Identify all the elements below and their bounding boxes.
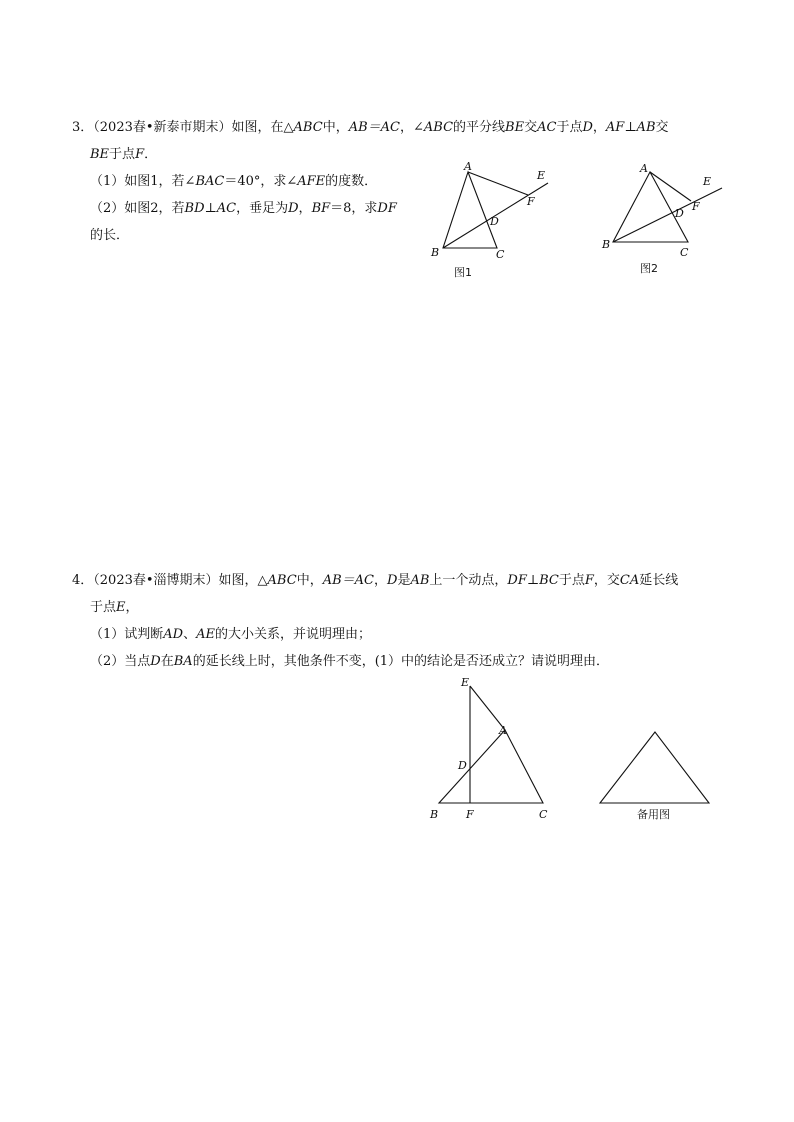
q1-angle: BAC <box>195 174 225 189</box>
label-f: F <box>466 808 474 821</box>
q2-text: ， <box>298 201 312 216</box>
figure2-caption: 图2 <box>640 262 658 275</box>
label-a: A <box>499 724 507 737</box>
problem4-stem-text: 是 <box>397 573 411 588</box>
q2-text: 的延长线上时，其他条件不变，(1）中的结论是否还成立？请说明理由． <box>192 654 610 669</box>
q2-segment: DF <box>377 201 397 216</box>
label-f: F <box>692 200 700 213</box>
q1-text: （1）试判断 <box>90 627 164 642</box>
problem3-triangle-name: ABC <box>293 120 323 135</box>
problem3-question1 <box>90 174 377 190</box>
problem3-question2-cont <box>90 228 129 244</box>
problem4-stem-text: 延长线 <box>639 573 679 588</box>
problem4-source: （2023春•淄博期末） <box>93 573 219 588</box>
segment-af <box>468 172 528 195</box>
q2-text: （2）如图2，若 <box>90 201 185 216</box>
problem4-point: E <box>116 600 126 615</box>
problem4-stem-text: 于点 <box>558 573 585 588</box>
problem4-condition: AB＝AC <box>322 573 374 588</box>
problem3-condition: AB＝AC <box>348 120 400 135</box>
problem3-segment: BE <box>505 120 525 135</box>
label-e: E <box>703 175 712 188</box>
problem3-line1 <box>72 120 669 136</box>
problem4-point: D <box>387 573 398 588</box>
label-d: D <box>458 759 467 772</box>
problem4-spare-figure <box>595 725 715 825</box>
q2-segment: BA <box>173 654 193 669</box>
spare-triangle <box>600 732 709 803</box>
problem3-line2 <box>90 147 157 163</box>
problem3-question2 <box>90 201 397 217</box>
triangle-abc <box>443 172 497 248</box>
q2-text: ，垂足为 <box>236 201 289 216</box>
q2-text: 在 <box>160 654 174 669</box>
problem3-stem-text: ，∠ <box>399 120 424 135</box>
spare-figure-caption: 备用图 <box>637 808 670 821</box>
problem4-stem-text: ， <box>125 600 139 615</box>
problem4-point: F <box>584 573 594 588</box>
q1-text: 的大小关系，并说明理由； <box>215 627 372 642</box>
problem3-point: F <box>135 147 145 162</box>
problem3-stem-text: 交 <box>524 120 538 135</box>
problem3-angle-name: ABC <box>423 120 454 135</box>
problem3-stem-text: 的平分线 <box>453 120 506 135</box>
label-e: E <box>537 169 546 182</box>
q1-text: 的度数． <box>325 174 378 189</box>
label-d: D <box>490 215 499 228</box>
label-c: C <box>496 248 505 261</box>
problem4-stem-text: 中， <box>296 573 323 588</box>
problem3-figure1 <box>420 160 560 285</box>
q2-text: （2）当点 <box>90 654 151 669</box>
q1-text: （1）如图1，若∠ <box>90 174 196 189</box>
label-a: A <box>464 160 472 173</box>
problem4-segment: CA <box>619 573 640 588</box>
q2-text: ＝8，求 <box>330 201 378 216</box>
problem4-number: 4． <box>72 573 94 588</box>
problem4-figure <box>425 672 555 827</box>
q2-condition: BD⊥AC <box>184 201 237 216</box>
problem3-stem-text: 中， <box>322 120 349 135</box>
label-c: C <box>539 808 548 821</box>
label-e: E <box>461 676 470 689</box>
problem4-condition: DF⊥BC <box>507 573 559 588</box>
figure1-caption: 图1 <box>454 266 472 279</box>
problem4-question2 <box>90 654 609 670</box>
q1-text: 、 <box>183 627 197 642</box>
bisector-be <box>613 188 722 242</box>
problem3-segment: AC <box>537 120 557 135</box>
problem4-stem-text: 上一个动点， <box>429 573 508 588</box>
q1-segment: AD <box>163 627 184 642</box>
label-b: B <box>602 238 611 251</box>
q2-point: D <box>150 654 161 669</box>
problem4-segment: AB <box>410 573 430 588</box>
q2-text: 的长． <box>90 228 130 243</box>
problem4-question1 <box>90 627 371 643</box>
problem3-condition: AF⊥AB <box>605 120 656 135</box>
problem3-point: D <box>582 120 593 135</box>
problem4-stem-text: ， <box>373 573 387 588</box>
label-a: A <box>640 162 648 175</box>
problem4-triangle-name: ABC <box>267 573 297 588</box>
q1-text: ＝40°，求∠ <box>224 174 298 189</box>
problem3-stem-text: 于点 <box>109 147 136 162</box>
problem3-stem-text: 交 <box>655 120 669 135</box>
label-d: D <box>675 207 684 220</box>
q1-angle: AFE <box>297 174 326 189</box>
problem3-stem-text: 如图，在△ <box>231 120 294 135</box>
q2-point: D <box>288 201 299 216</box>
q2-segment: BF <box>311 201 331 216</box>
problem3-segment: BE <box>90 147 110 162</box>
label-b: B <box>431 246 440 259</box>
q1-segment: AE <box>196 627 215 642</box>
problem3-stem-text: ， <box>592 120 606 135</box>
problem3-source: （2023春•新泰市期末） <box>93 120 232 135</box>
triangle-abc <box>439 730 543 803</box>
problem4-stem-text: 于点 <box>90 600 117 615</box>
problem3-number: 3． <box>72 120 94 135</box>
problem3-stem-text: 于点 <box>556 120 583 135</box>
problem4-stem-text: 如图，△ <box>218 573 268 588</box>
problem4-line2 <box>90 600 139 616</box>
segment-af <box>650 172 691 201</box>
problem3-stem-text: ． <box>144 147 158 162</box>
label-f: F <box>527 195 535 208</box>
problem4-line1 <box>72 573 678 589</box>
problem3-figure2 <box>600 160 740 285</box>
label-b: B <box>430 808 439 821</box>
problem4-stem-text: ，交 <box>593 573 620 588</box>
label-c: C <box>680 246 689 259</box>
